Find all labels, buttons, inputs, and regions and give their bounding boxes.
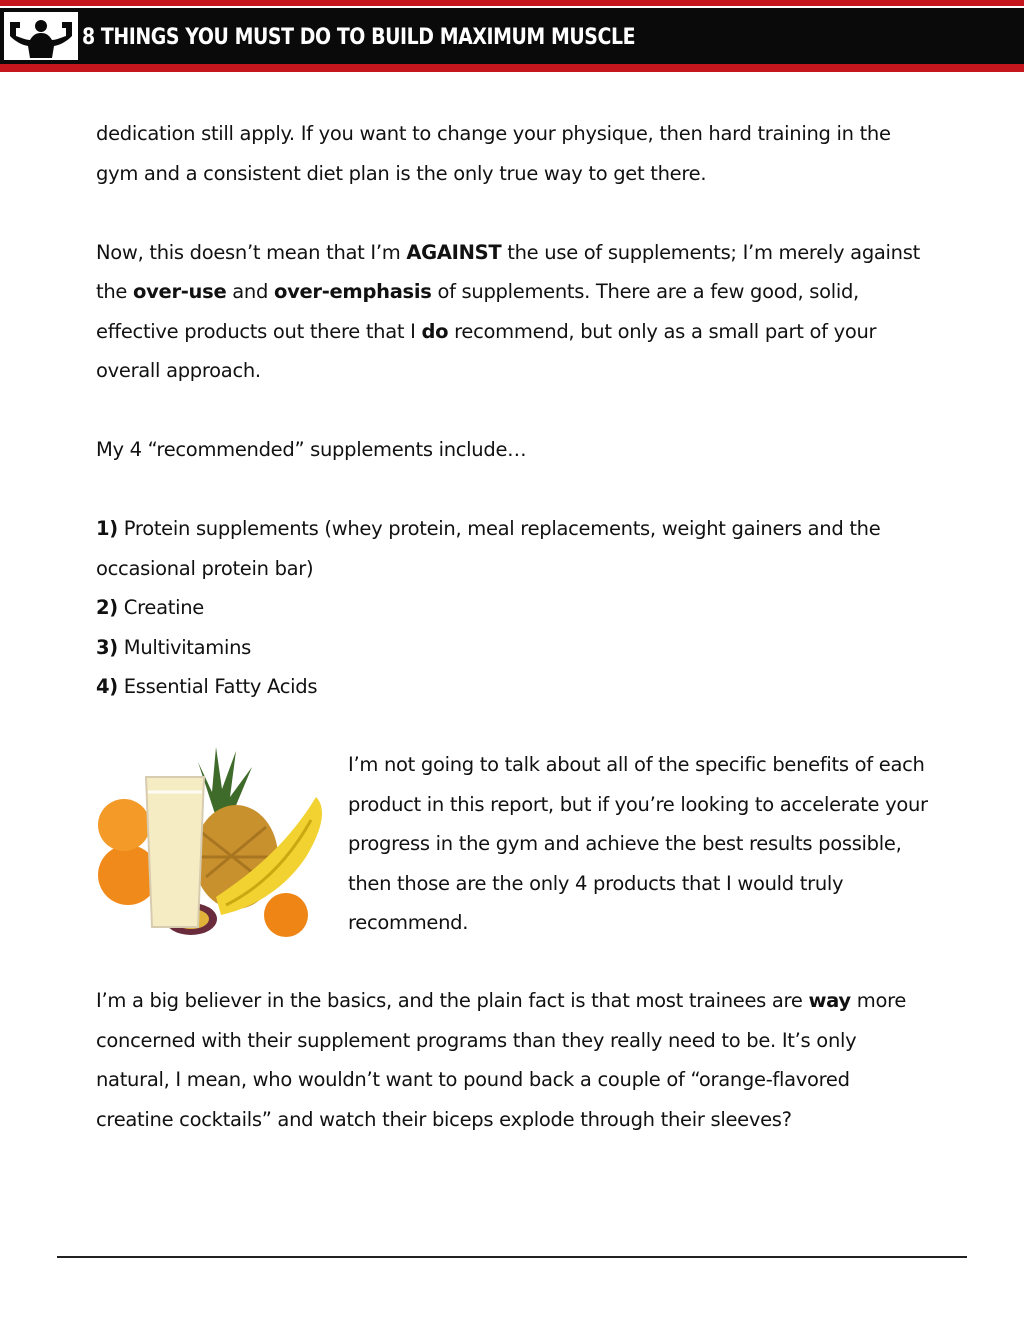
header-red-stripe-bottom	[0, 64, 1024, 72]
emphasis-over-use: over-use	[133, 280, 227, 303]
page-header-banner	[0, 0, 1024, 72]
list-item: 2) Creatine	[96, 596, 204, 619]
paragraph-benefits: I’m not going to talk about all of the specific benefits of each product in this report, but if you’re looking to accelerate your progress in the gym and achieve the best results possible, then those are the only 4 products that I would truly recommend.	[348, 753, 928, 934]
paragraph-supplements-stance: Now, this doesn’t mean that I’m AGAINST the use of supplements; I’m merely against the over-use and over-emphasis of supplements. There are a few good, solid, effective products out there that I do recommend, but only as a small part of your overall approach.	[96, 240, 920, 382]
paragraph-intro: dedication still apply. If you want to change your physique, then hard training in the gym and a consistent diet plan is the only true way to get there.	[96, 122, 891, 185]
header-red-stripe-top	[0, 0, 1024, 6]
image-side-text	[348, 745, 928, 943]
emphasis-do: do	[421, 319, 449, 343]
paragraph-basics: I’m a big believer in the basics, and the plain fact is that most trainees are way more concerned with their supplement programs than they really need to be. It’s only natural, I mean, who wouldn’t want to pound back a couple of “orange-flavored creatine cocktails” and watch their biceps explode through their sleeves?	[96, 989, 907, 1131]
flexing-bodybuilder-icon	[4, 12, 78, 60]
emphasis-over-emphasis: over-emphasis	[273, 280, 432, 303]
list-item: 3) Multivitamins	[96, 635, 252, 659]
banner-title: 8 THINGS YOU MUST DO TO BUILD MAXIMUM MUSCLE	[82, 25, 636, 50]
emphasis-way: way	[808, 989, 851, 1012]
paragraph-recommended-intro: My 4 “recommended” supplements include…	[96, 438, 527, 461]
emphasis-against: AGAINST	[406, 240, 502, 264]
fruit-smoothie-icon	[96, 747, 332, 937]
list-item: 1) Protein supplements (whey protein, meal replacements, weight gainers and the occasional protein bar)	[96, 517, 881, 580]
body-text-continued	[96, 981, 926, 1139]
list-item: 4) Essential Fatty Acids	[96, 675, 318, 698]
body-text	[96, 114, 926, 707]
footer-divider	[57, 1256, 967, 1258]
